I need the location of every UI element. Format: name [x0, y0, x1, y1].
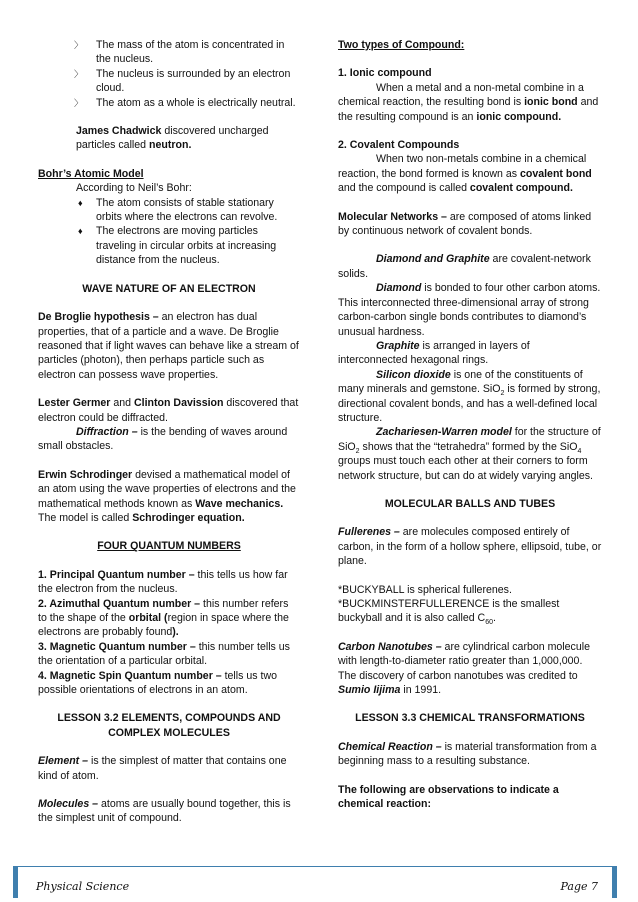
buckminster-paragraph: *BUCKMINSTERFULLERENCE is the smallest buckyball and it is also called $C_{60}$.: [338, 598, 560, 627]
networks-paragraph: Molecular Networks – are composed of atoms linked by continuous network of covalent bonds.: [338, 210, 592, 238]
quantum-3: 3. Magnetic Quantum number – this number tells us the orientation of a particular orbital.: [38, 640, 290, 668]
left-column: [38, 38, 300, 826]
quantum-2: 2. Azimuthal Quantum number – this number refers to the shape of the orbital (region in space where the electrons are probably found).: [38, 597, 289, 639]
reaction-paragraph: Chemical Reaction – is material transformation from a beginning mass to a resulting substance.: [338, 740, 597, 768]
footer-subject: Physical Science: [36, 880, 130, 893]
germer-paragraph: Lester Germer and Clinton Davission discovered that electron could be diffracted.: [38, 397, 299, 424]
list-item: 〉 The nucleus is surrounded by an electron cloud.: [96, 67, 300, 96]
silicon-paragraph: Silicon dioxide is one of the constituents of many minerals and gemstone. SiO$_2$ is formed by strong, directional covalent bonds, and has a well-defined local structure.: [338, 368, 601, 424]
fullerenes-paragraph: Fullerenes – are molecules composed entirely of carbon, in the form of a hollow sphere, ellipsoid, tube, or plane.: [338, 526, 602, 568]
quantum-4: 4. Magnetic Spin Quantum number – tells us two possible orientations of electrons in an atom.: [38, 669, 277, 697]
zachariasen-paragraph: Zachariesen-Warren model for the structure of SiO$_2$ shows that the “tetrahedra” formed by the SiO$_4$ groups must touch each other at their corners to form network structure, but can do at widely varying angles.: [338, 426, 601, 482]
bohr-list: [38, 196, 300, 268]
observations-paragraph: The following are observations to indicate a chemical reaction:: [338, 783, 559, 811]
nanotubes-paragraph: Carbon Nanotubes – are cylindrical carbon molecule with length-to-diameter ratio greater than 1,000,000. The discovery of carbon nanotubes was credited to Sumio Iijima in 1991.: [338, 640, 590, 697]
lesson-33-heading: LESSON 3.3 CHEMICAL TRANSFORMATIONS: [355, 712, 585, 725]
ionic-title: 1. Ionic compound: [338, 67, 432, 80]
element-paragraph: Element – is the simplest of matter that contains one kind of atom.: [38, 755, 287, 782]
list-item: 〉 The atom as a whole is electrically neutral.: [96, 96, 300, 110]
molecules-paragraph: Molecules – atoms are usually bound together, this is the simplest unit of compound.: [38, 798, 291, 825]
page-number: Page 7: [560, 880, 598, 893]
bohr-intro: According to Neil’s Bohr:: [76, 182, 192, 195]
list-item: 〉 The mass of the atom is concentrated in the nucleus.: [96, 38, 300, 67]
wave-heading: WAVE NATURE OF AN ELECTRON: [82, 282, 256, 295]
bohr-title: Bohr’s Atomic Model: [38, 167, 144, 180]
ionic-paragraph: When a metal and a non-metal combine in a chemical reaction, the resulting bond is ionic bond and the resulting compound is an ionic compound.: [338, 81, 599, 123]
list-item: ♦ The electrons are moving particles traveling in circular orbits at increasing distance from the nucleus.: [96, 224, 300, 267]
schrodinger-paragraph: Erwin Schrodinger devised a mathematical model of an atom using the wave properties of electrons and the mathematical methods known as Wave mechanics. The model is called Schrodinger equation.: [38, 468, 296, 524]
two-types-heading: Two types of Compound:: [338, 39, 465, 51]
buckyball-paragraph: *BUCKYBALL is spherical fullerenes.: [338, 583, 512, 596]
quantum-heading: FOUR QUANTUM NUMBERS: [97, 540, 241, 553]
list-item: ♦ The atom consists of stable stationary orbits where the electrons can revolve.: [96, 196, 300, 225]
debroglie-paragraph: De Broglie hypothesis – an electron has dual properties, that of a particle and a wave. De Broglie reasoned that if light waves can behave like a stream of particles (photon), then perhaps particle such as electron can possess wave properties.: [38, 311, 299, 381]
lesson-32-heading: LESSON 3.2 ELEMENTS, COMPOUNDS AND COMPLEX MOLECULES: [57, 712, 281, 739]
atom-facts-list: [38, 38, 300, 110]
chadwick-paragraph: James Chadwick discovered uncharged particles called neutron.: [76, 125, 269, 152]
diffraction-paragraph: Diffraction – is the bending of waves around small obstacles.: [38, 425, 288, 453]
graphite-paragraph: Graphite is arranged in layers of interconnected hexagonal rings.: [338, 339, 530, 367]
covalent-paragraph: When two non-metals combine in a chemical reaction, the bond formed is known as covalent bond and the compound is called covalent compound.: [338, 153, 592, 195]
quantum-1: 1. Principal Quantum number – this tells us how far the electron from the nucleus.: [38, 568, 288, 596]
balls-heading: MOLECULAR BALLS AND TUBES: [384, 497, 556, 510]
right-column: [338, 38, 602, 811]
diamond-graphite-paragraph: Diamond and Graphite are covalent-network solids.: [338, 253, 591, 280]
covalent-title: 2. Covalent Compounds: [338, 139, 460, 152]
diamond-paragraph: Diamond is bonded to four other carbon atoms. This interconnected three-dimensional array of strong carbon-carbon single bonds contributes to diamond’s unusual hardness.: [338, 282, 601, 338]
